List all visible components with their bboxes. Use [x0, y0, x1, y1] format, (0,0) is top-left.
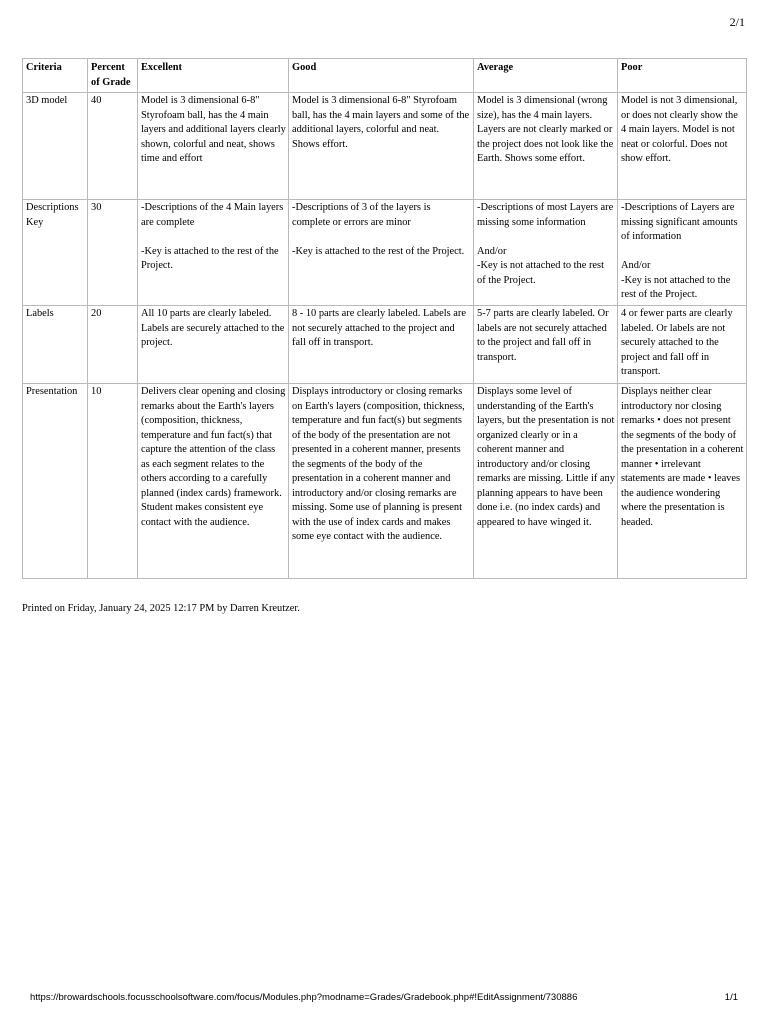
poor-cell: Displays neither clear introductory nor closing remarks • does not present the segments of the body of the presentation in a coherent manner • irrelevant statements are made • leaves the audience wondering where the presentation is headed.: [618, 384, 747, 579]
column-header-percent: Percent of Grade: [88, 59, 138, 93]
average-cell: Model is 3 dimensional (wrong size), has the 4 main layers. Layers are not clearly marked or the project does not look like the Earth. Shows some effort.: [474, 93, 618, 200]
footer-url: https://browardschools.focusschoolsoftware.com/focus/Modules.php?modname=Grades/Gradebook.php#!EditAssignment/730886: [30, 992, 578, 1003]
criteria-cell: Labels: [23, 306, 88, 384]
good-cell: 8 - 10 parts are clearly labeled. Labels are not securely attached to the project and fall off in transport.: [289, 306, 474, 384]
rubric-table: [22, 58, 747, 579]
good-cell: Model is 3 dimensional 6-8" Styrofoam ball, has the 4 main layers and some of the additional layers, colorful and neat. Shows effort.: [289, 93, 474, 200]
rubric-header-row: [23, 59, 747, 93]
excellent-cell: -Descriptions of the 4 Main layers are complete -Key is attached to the rest of the Project.: [138, 200, 289, 306]
percent-cell: 30: [88, 200, 138, 306]
poor-cell: Model is not 3 dimensional, or does not clearly show the 4 main layers. Model is not neat or colorful. Does not show effort.: [618, 93, 747, 200]
percent-cell: 40: [88, 93, 138, 200]
criteria-cell: Presentation: [23, 384, 88, 579]
excellent-cell: Model is 3 dimensional 6-8" Styrofoam ball, has the 4 main layers and additional layers clearly shown, colorful and neat, shows time and effort: [138, 93, 289, 200]
excellent-cell: Delivers clear opening and closing remarks about the Earth's layers (composition, thickness, temperature and fun fact(s) that capture the attention of the class as each segment relates to the others according to a carefully planned (index cards) framework. Student makes consistent eye contact with the audience.: [138, 384, 289, 579]
good-cell: -Descriptions of 3 of the layers is complete or errors are minor -Key is attached to the rest of the Project.: [289, 200, 474, 306]
column-header-excellent: Excellent: [138, 59, 289, 93]
table-row: [23, 200, 747, 306]
page-number: 2/1: [729, 15, 745, 29]
table-row: [23, 306, 747, 384]
printed-timestamp: Printed on Friday, January 24, 2025 12:17 PM by Darren Kreutzer.: [22, 603, 300, 614]
column-header-poor: Poor: [618, 59, 747, 93]
table-row: [23, 93, 747, 200]
average-cell: -Descriptions of most Layers are missing some information And/or -Key is not attached to the rest of the Project.: [474, 200, 618, 306]
criteria-cell: 3D model: [23, 93, 88, 200]
column-header-criteria: Criteria: [23, 59, 88, 93]
column-header-good: Good: [289, 59, 474, 93]
poor-cell: -Descriptions of Layers are missing significant amounts of information And/or -Key is not attached to the rest of the Project.: [618, 200, 747, 306]
criteria-cell: Descriptions Key: [23, 200, 88, 306]
average-cell: 5-7 parts are clearly labeled. Or labels are not securely attached to the project and fall off in transport.: [474, 306, 618, 384]
good-cell: Displays introductory or closing remarks on Earth's layers (composition, thickness, temperature and fun fact(s) but segments of the body of the presentation are not presented in a coherent manner, presents the segments of the body of the presentation in a coherent manner and introductory and/or closing remarks are missing. Some use of planning is present with the use of index cards and makes some eye contact with the audience.: [289, 384, 474, 579]
percent-cell: 10: [88, 384, 138, 579]
average-cell: Displays some level of understanding of the Earth's layers, but the presentation is not organized clearly or in a coherent manner and introductory and/or closing remarks are missing. Little if any planning appears to have been done i.e. (no index cards) and appeared to have winged it.: [474, 384, 618, 579]
percent-cell: 20: [88, 306, 138, 384]
print-footer: [30, 992, 738, 1003]
poor-cell: 4 or fewer parts are clearly labeled. Or labels are not securely attached to the project and fall off in transport.: [618, 306, 747, 384]
column-header-average: Average: [474, 59, 618, 93]
footer-page-number: 1/1: [724, 992, 738, 1003]
table-row: [23, 384, 747, 579]
excellent-cell: All 10 parts are clearly labeled. Labels are securely attached to the project.: [138, 306, 289, 384]
